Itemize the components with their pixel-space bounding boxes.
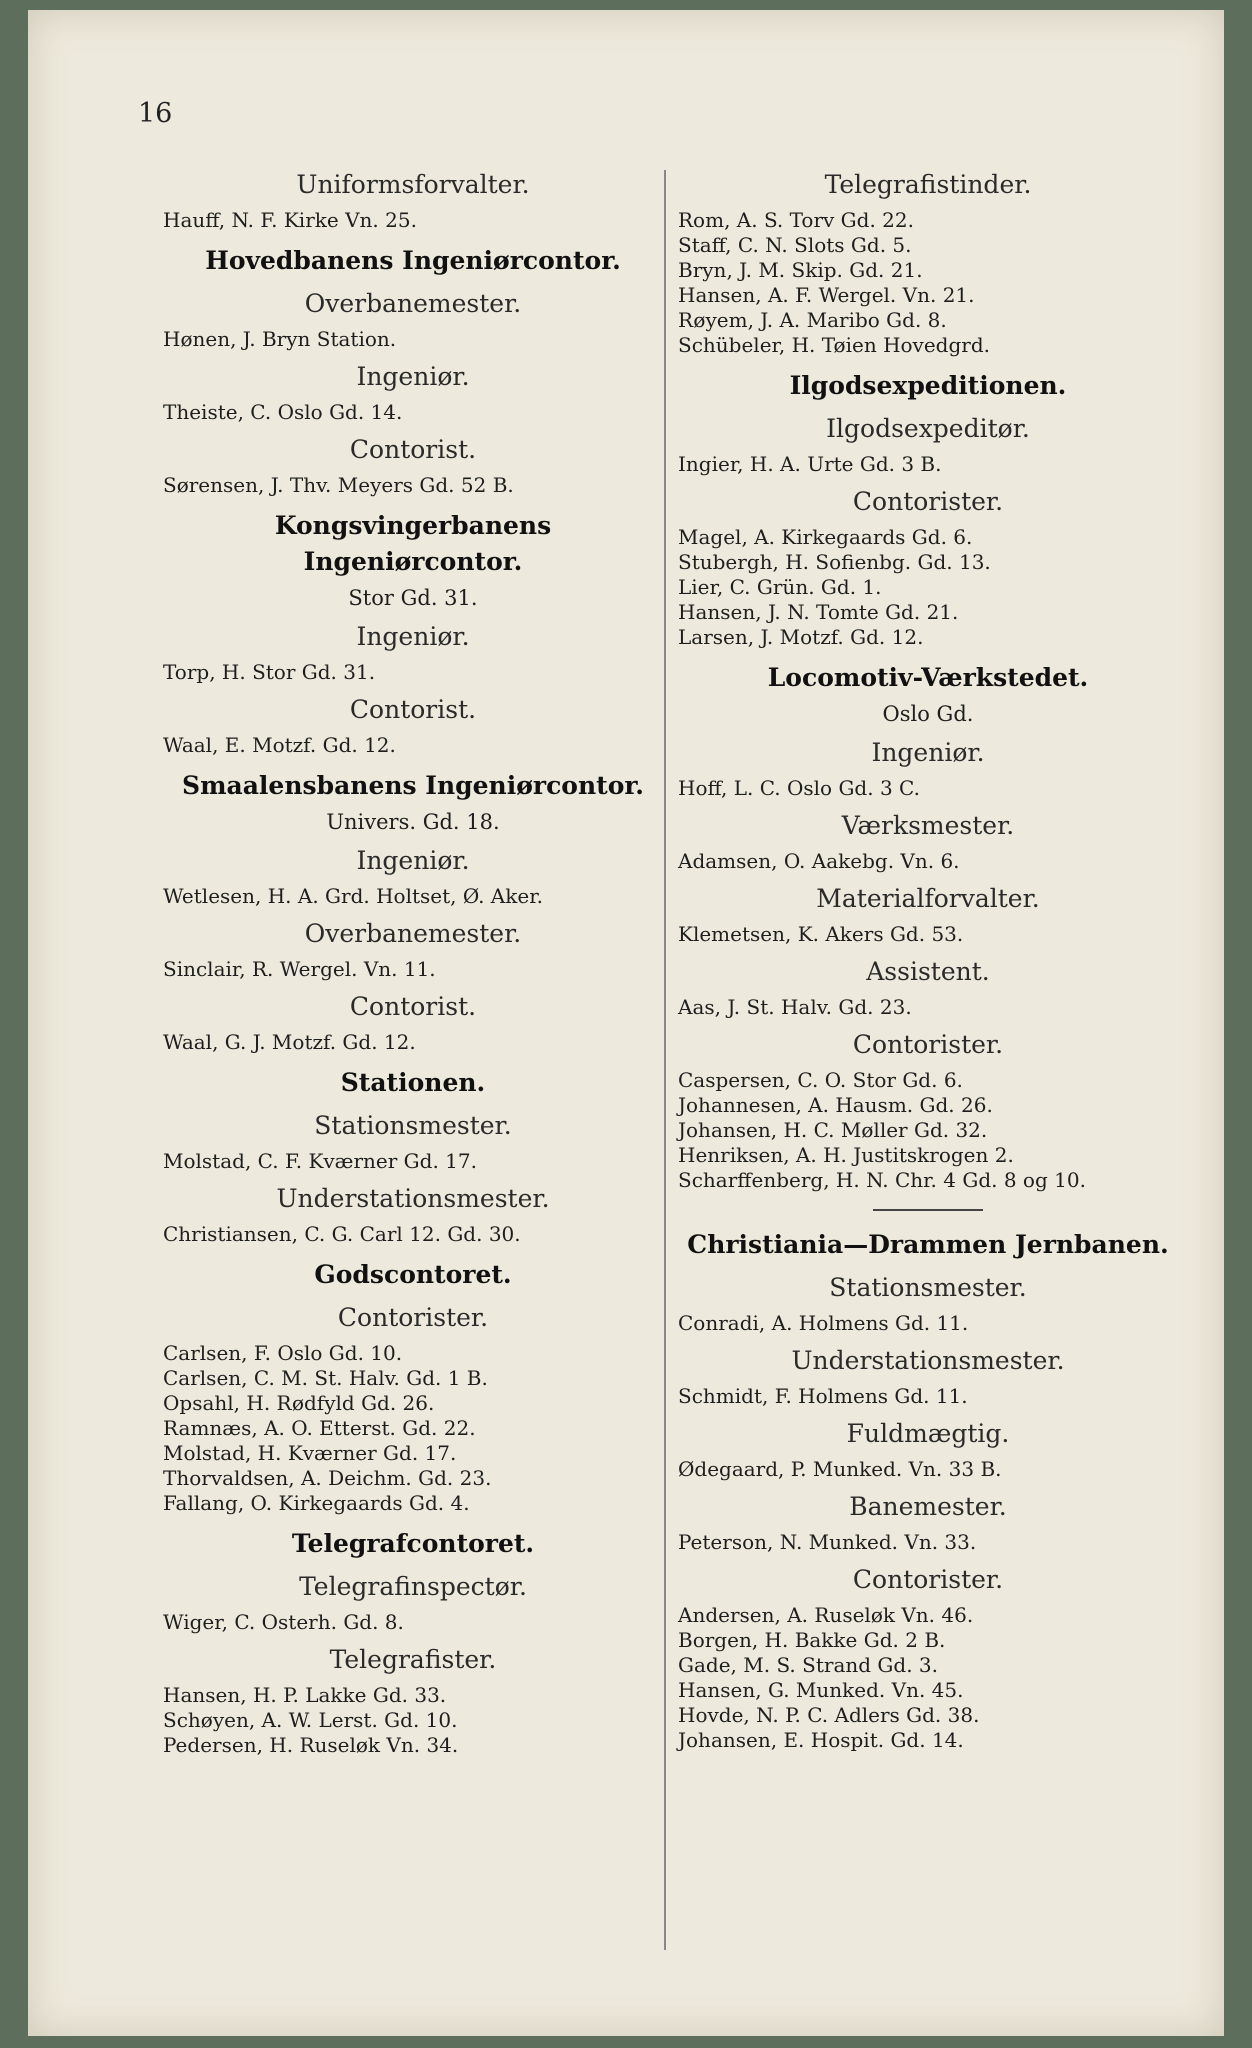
section-heading: Godscontoret.	[314, 1260, 512, 1289]
section-heading: Hovedbanens Ingeniørcontor.	[205, 246, 621, 275]
role-heading: Værksmester.	[841, 811, 1015, 840]
entry-list	[678, 1603, 1178, 1753]
role-heading: Overbanemester.	[304, 919, 522, 948]
entry-row: Andersen, A. Ruseløk Vn. 46.	[678, 1603, 974, 1627]
entry-row: Ingier, H. A. Urte Gd. 3 B.	[678, 452, 942, 476]
role-heading: Materialforvalter.	[816, 884, 1040, 913]
entry-list	[163, 1683, 663, 1758]
section-heading: Christiania—Drammen Jernbanen.	[687, 1230, 1169, 1259]
page-number: 16	[138, 98, 173, 129]
role-heading: Contorister.	[852, 1565, 1004, 1594]
role-heading: Contorist.	[349, 695, 477, 724]
role-heading: Contorister.	[852, 1030, 1004, 1059]
right-column	[678, 160, 1178, 1759]
entry-list	[163, 884, 663, 909]
role-heading: Contorister.	[852, 487, 1004, 516]
entry-row: Klemetsen, K. Akers Gd. 53.	[678, 922, 964, 946]
entry-row: Adamsen, O. Aakebg. Vn. 6.	[678, 849, 960, 873]
role-heading: Uniformsforvalter.	[296, 170, 530, 199]
entry-row: Ramnæs, A. O. Etterst. Gd. 22.	[163, 1416, 476, 1440]
entry-row: Hønen, J. Bryn Station.	[163, 327, 397, 351]
entry-list	[678, 1457, 1178, 1482]
entry-row: Lier, C. Grün. Gd. 1.	[678, 575, 882, 599]
entry-row: Ødegaard, P. Munked. Vn. 33 B.	[678, 1457, 1002, 1481]
entry-row: Waal, G. J. Motzf. Gd. 12.	[163, 1030, 416, 1054]
entry-row: Carlsen, F. Oslo Gd. 10.	[163, 1341, 403, 1365]
entry-row: Wiger, C. Osterh. Gd. 8.	[163, 1610, 404, 1634]
role-heading: Ingeniør.	[871, 738, 985, 767]
entry-list	[678, 1530, 1178, 1555]
role-heading: Stationsmester.	[829, 1273, 1027, 1302]
entry-row: Caspersen, C. O. Stor Gd. 6.	[678, 1068, 963, 1092]
section-heading: Ilgodsexpeditionen.	[789, 371, 1067, 400]
entry-row: Fallang, O. Kirkegaards Gd. 4.	[163, 1491, 470, 1515]
entry-row: Carlsen, C. M. St. Halv. Gd. 1 B.	[163, 1366, 488, 1390]
section-heading: Stationen.	[340, 1068, 486, 1097]
entry-row: Røyem, J. A. Maribo Gd. 8.	[678, 308, 947, 332]
section-address: Univers. Gd. 18.	[326, 810, 500, 834]
entry-row: Hansen, H. P. Lakke Gd. 33.	[163, 1683, 447, 1707]
entry-row: Hovde, N. P. C. Adlers Gd. 38.	[678, 1703, 980, 1727]
entry-row: Stubergh, H. Sofienbg. Gd. 13.	[678, 550, 991, 574]
entry-row: Opsahl, H. Rødfyld Gd. 26.	[163, 1391, 435, 1415]
entry-row: Scharffenberg, H. N. Chr. 4 Gd. 8 og 10.	[678, 1168, 1086, 1192]
entry-row: Sinclair, R. Wergel. Vn. 11.	[163, 957, 436, 981]
entry-row: Johannesen, A. Hausm. Gd. 26.	[678, 1093, 993, 1117]
left-column	[163, 160, 663, 1764]
entry-row: Hansen, J. N. Tomte Gd. 21.	[678, 600, 959, 624]
role-heading: Fuldmægtig.	[846, 1419, 1010, 1448]
entry-list	[163, 1341, 663, 1516]
entry-row: Schübeler, H. Tøien Hovedgrd.	[678, 333, 991, 357]
entry-row: Johansen, H. C. Møller Gd. 32.	[678, 1118, 988, 1142]
entry-list	[678, 922, 1178, 947]
entry-row: Waal, E. Motzf. Gd. 12.	[163, 733, 396, 757]
role-heading: Telegrafistinder.	[824, 170, 1032, 199]
role-heading: Ingeniør.	[356, 846, 470, 875]
entry-list	[163, 1222, 663, 1247]
role-heading: Overbanemester.	[304, 289, 522, 318]
role-heading: Assistent.	[866, 957, 990, 986]
entry-list	[678, 995, 1178, 1020]
role-heading: Contorister.	[337, 1303, 489, 1332]
entry-row: Henriksen, A. H. Justitskrogen 2.	[678, 1143, 1014, 1167]
entry-row: Pedersen, H. Ruseløk Vn. 34.	[163, 1733, 459, 1757]
entry-row: Staff, C. N. Slots Gd. 5.	[678, 233, 912, 257]
role-heading: Ingeniør.	[356, 622, 470, 651]
entry-list	[163, 400, 663, 425]
entry-row: Schøyen, A. W. Lerst. Gd. 10.	[163, 1708, 458, 1732]
entry-row: Sørensen, J. Thv. Meyers Gd. 52 B.	[163, 473, 514, 497]
entry-row: Conradi, A. Holmens Gd. 11.	[678, 1311, 969, 1335]
entry-list	[678, 525, 1178, 650]
entry-list	[678, 1068, 1178, 1193]
entry-row: Molstad, H. Kværner Gd. 17.	[163, 1441, 457, 1465]
entry-row: Wetlesen, H. A. Grd. Holtset, Ø. Aker.	[163, 884, 543, 908]
role-heading: Ilgodsexpeditør.	[826, 414, 1030, 443]
entry-list	[678, 1311, 1178, 1336]
entry-list	[163, 473, 663, 498]
role-heading: Understationsmester.	[276, 1184, 550, 1213]
entry-row: Hauff, N. F. Kirke Vn. 25.	[163, 208, 417, 232]
entry-row: Gade, M. S. Strand Gd. 3.	[678, 1653, 938, 1677]
entry-row: Bryn, J. M. Skip. Gd. 21.	[678, 258, 923, 282]
entry-list	[163, 1030, 663, 1055]
entry-row: Hansen, A. F. Wergel. Vn. 21.	[678, 283, 975, 307]
entry-list	[678, 208, 1178, 358]
entry-row: Johansen, E. Hospit. Gd. 14.	[678, 1728, 964, 1752]
entry-list	[678, 849, 1178, 874]
entry-row: Hoff, L. C. Oslo Gd. 3 C.	[678, 776, 920, 800]
section-heading: Kongsvingerbanens Ingeniørcontor.	[274, 511, 552, 576]
entry-row: Rom, A. S. Torv Gd. 22.	[678, 208, 914, 232]
section-address: Stor Gd. 31.	[348, 586, 478, 610]
role-heading: Telegrafister.	[329, 1645, 497, 1674]
entry-list	[163, 1149, 663, 1174]
role-heading: Stationsmester.	[314, 1111, 512, 1140]
role-heading: Contorist.	[349, 992, 477, 1021]
page	[28, 10, 1224, 2036]
entry-row: Molstad, C. F. Kværner Gd. 17.	[163, 1149, 477, 1173]
section-heading: Telegrafcontoret.	[291, 1529, 535, 1558]
role-heading: Telegrafinspectør.	[299, 1572, 527, 1601]
entry-row: Torp, H. Stor Gd. 31.	[163, 660, 376, 684]
entry-list	[163, 208, 663, 233]
entry-list	[163, 327, 663, 352]
entry-list	[678, 452, 1178, 477]
entry-row: Larsen, J. Motzf. Gd. 12.	[678, 625, 924, 649]
entry-list	[163, 1610, 663, 1635]
role-heading: Contorist.	[349, 435, 477, 464]
entry-list	[163, 660, 663, 685]
entry-row: Magel, A. Kirkegaards Gd. 6.	[678, 525, 973, 549]
section-rule	[873, 1209, 983, 1211]
role-heading: Understationsmester.	[791, 1346, 1065, 1375]
entry-row: Theiste, C. Oslo Gd. 14.	[163, 400, 403, 424]
entry-row: Peterson, N. Munked. Vn. 33.	[678, 1530, 977, 1554]
entry-row: Aas, J. St. Halv. Gd. 23.	[678, 995, 912, 1019]
role-heading: Ingeniør.	[356, 362, 470, 391]
entry-row: Schmidt, F. Holmens Gd. 11.	[678, 1384, 968, 1408]
entry-list	[678, 776, 1178, 801]
entry-row: Hansen, G. Munked. Vn. 45.	[678, 1678, 964, 1702]
entry-row: Thorvaldsen, A. Deichm. Gd. 23.	[163, 1466, 492, 1490]
role-heading: Banemester.	[849, 1492, 1007, 1521]
section-heading: Smaalensbanens Ingeniørcontor.	[182, 771, 644, 800]
column-divider	[664, 170, 666, 1950]
section-heading: Locomotiv-Værkstedet.	[767, 663, 1089, 692]
entry-row: Borgen, H. Bakke Gd. 2 B.	[678, 1628, 946, 1652]
entry-list	[678, 1384, 1178, 1409]
entry-list	[163, 733, 663, 758]
entry-row: Christiansen, C. G. Carl 12. Gd. 30.	[163, 1222, 521, 1246]
entry-list	[163, 957, 663, 982]
section-address: Oslo Gd.	[882, 702, 974, 726]
